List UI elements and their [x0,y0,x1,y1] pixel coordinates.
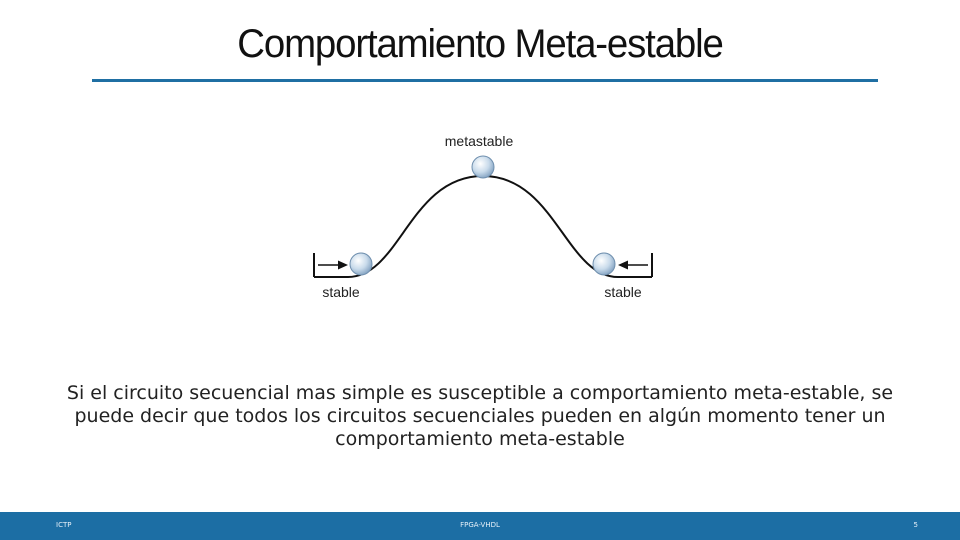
label-metastable: metastable [444,133,514,149]
slide-title: Comportamiento Meta-estable [237,22,723,66]
slide-body-text: Si el circuito secuencial mas simple es susceptible a comportamiento meta-estable, se puede decir que todos los circuitos secuenciales pueden en algún momento tener un comportamiento meta-estable [66,382,894,450]
footer-bar [0,512,960,540]
title-underline [92,79,878,82]
ball-stable-left [350,253,372,275]
footer-center-text: FPGA-VHDL [460,521,500,529]
ball-stable-right [593,253,615,275]
left-arrow-icon [318,261,348,270]
page-number: 5 [913,521,918,529]
label-stable-left: stable [322,284,360,300]
footer-left-text: ICTP [56,521,72,529]
metastability-diagram [300,120,670,310]
label-stable-right: stable [604,284,642,300]
right-arrow-icon [618,261,648,270]
ball-metastable [472,156,494,178]
